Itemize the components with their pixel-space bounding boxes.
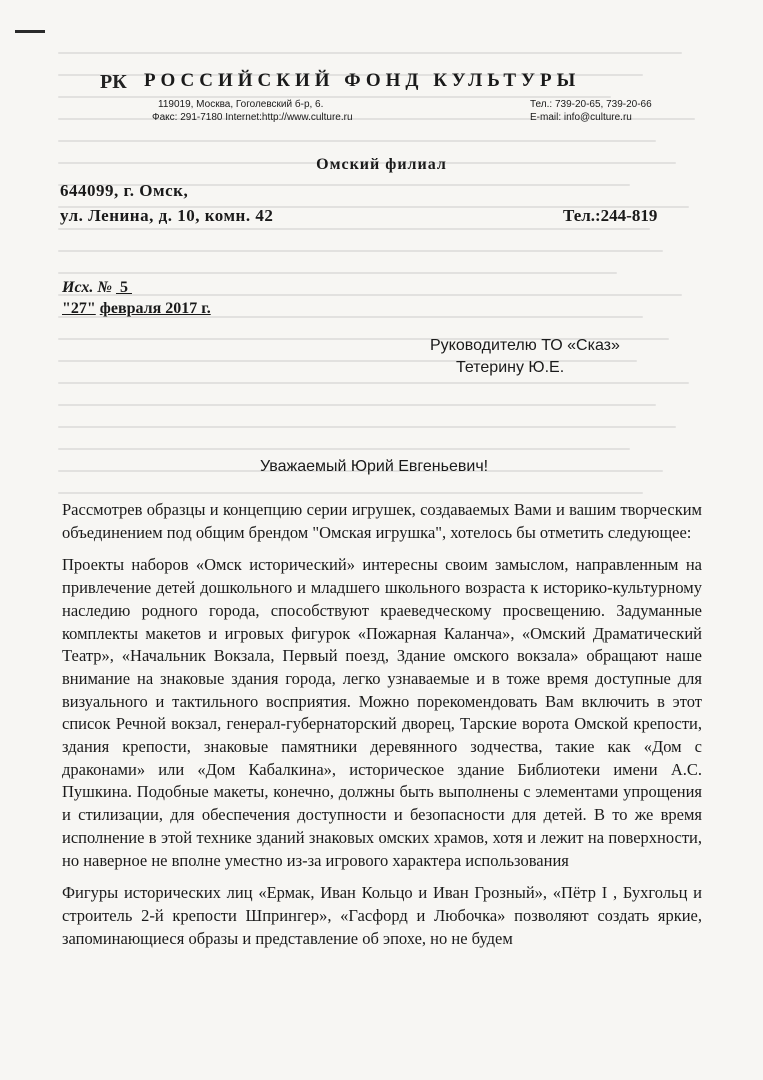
org-fax-web: Факс: 291-7180 Internet:http://www.culture.ru [152, 112, 353, 123]
recipient-name: Тетерину Ю.Е. [456, 359, 565, 376]
org-phone: Тел.: 739-20-65, 739-20-66 [530, 99, 652, 110]
outgoing-number [62, 279, 132, 297]
recipient-position: Руководителю ТО «Сказ» [430, 337, 620, 354]
body-paragraph-1: Рассмотрев образцы и концепцию серии игрушек, создаваемых Вами и вашим творческим объединением под общим брендом "Омская игрушка", хотелось бы отметить следующее: [62, 500, 702, 542]
branch-street: ул. Ленина, д. 10, комн. 42 [60, 206, 274, 225]
salutation: Уважаемый Юрий Евгеньевич! [260, 458, 489, 475]
outgoing-label: Исх. № [62, 279, 112, 296]
corner-mark [15, 30, 45, 33]
letter-body [62, 499, 702, 960]
body-paragraph-3: Фигуры исторических лиц «Ермак, Иван Кольцо и Иван Грозный», «Пётр I , Бухгольц и строитель 2-й крепости Шпрингер», «Гасфорд и Любочка» позволяют создать яркие, запоминающиеся образы и представление об эпохе, но не будем [62, 883, 702, 948]
branch-phone: Тел.:244-819 [563, 206, 658, 225]
org-email: E-mail: info@culture.ru [530, 112, 632, 123]
branch-name: Омский филиал [316, 156, 447, 173]
foundation-logo-icon [100, 68, 128, 92]
outgoing-number-value: 5 [119, 279, 128, 296]
letter-date [62, 300, 211, 318]
org-name: РОССИЙСКИЙ ФОНД КУЛЬТУРЫ [144, 70, 581, 91]
org-address: 119019, Москва, Гоголевский б-р, 6. [158, 99, 324, 110]
svg-text:РК: РК [100, 71, 127, 92]
date-month-year: февраля 2017 г. [99, 300, 211, 317]
branch-city: 644099, г. Омск, [60, 181, 189, 200]
body-paragraph-2: Проекты наборов «Омск исторический» интересны своим замыслом, направленным на привлечение детей дошкольного и младшего школьного возраста к историко-культурному наследию родного города, способствуют краеведческому просвещению. Задуманные комплекты макетов и игровых фигурок «Пожарная Каланча», «Омский Драматический Театр», «Начальник Вокзала, Первый поезд, Здание омского вокзала» обращают наше внимание на знаковые здания города, легко узнаваемые и в тоже время доступные для визуального и тактильного восприятия. Можно порекомендовать Вам включить в этот список Речной вокзал, генерал-губернаторский дворец, Тарские ворота Омской крепости, здания крепости, знаковые памятники деревянного зодчества, такие как «Дом с драконами» или «Дом Кабалкина», историческое здание Библиотеки имени А.С. Пушкина. Подобные макеты, конечно, должны быть выполнены с элементами упрощения и стилизации, для обеспечения доступности и безопасности для детей. В то же время исполнение в этой технике зданий знаковых омских храмов, хотя и лежит на поверхности, но наверное не вполне уместно из-за игрового характера использования [62, 555, 702, 870]
date-day: "27" [62, 300, 96, 317]
